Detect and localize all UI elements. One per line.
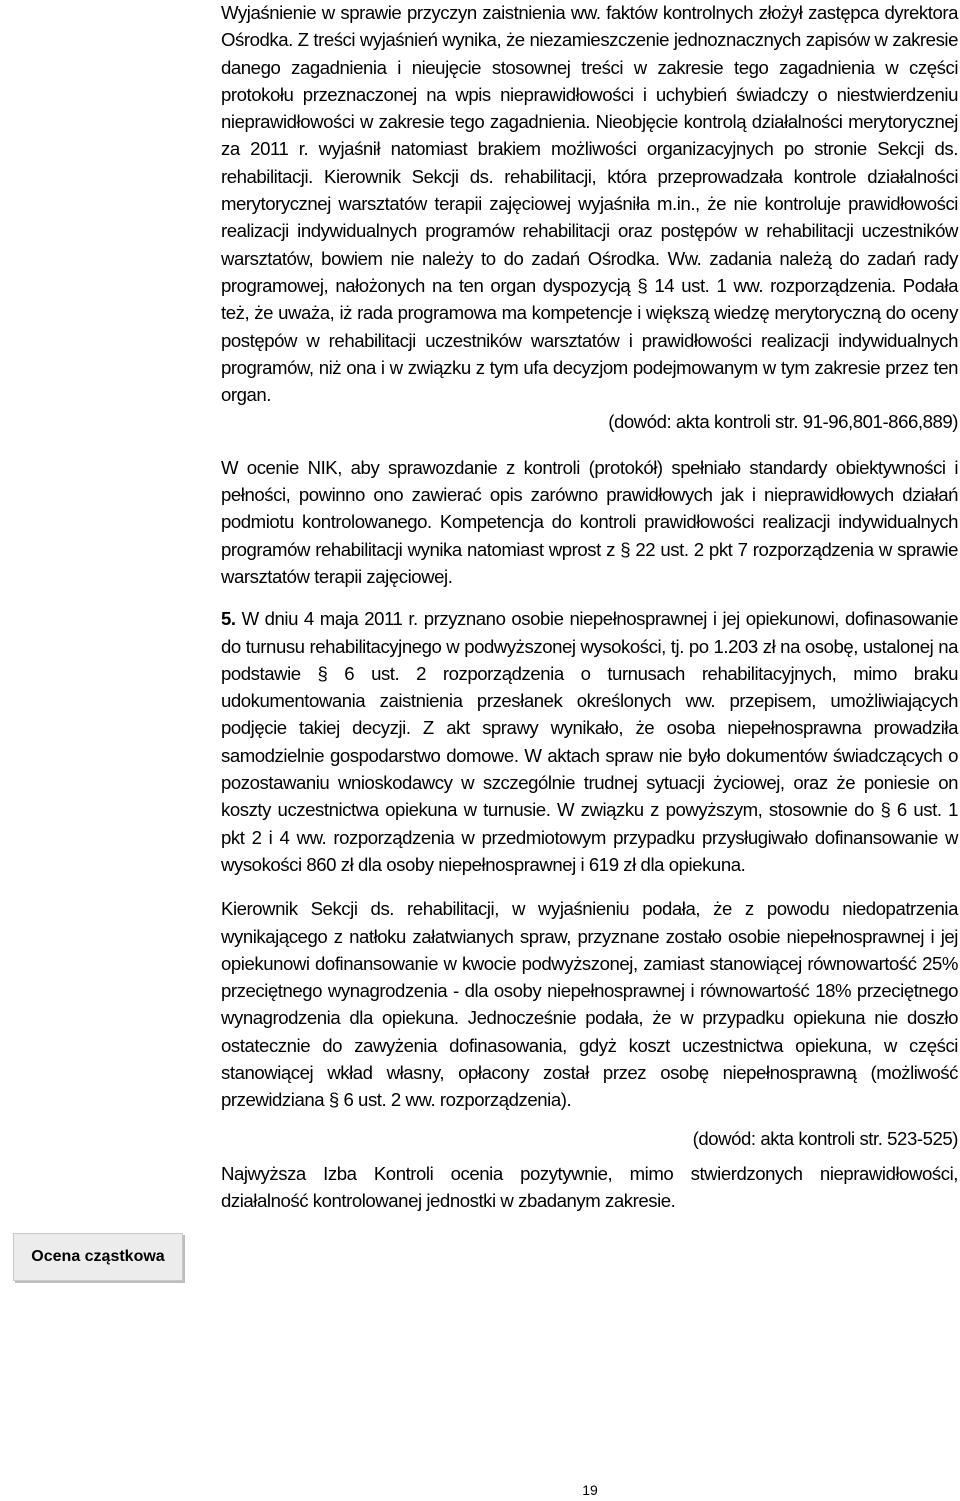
paragraph-conclusion: Najwyższa Izba Kontroli ocenia pozytywnie, mimo stwierdzonych nieprawidłowości, działalność kontrolowanej jednostki w zbadanym zakresie.	[221, 1162, 958, 1212]
page-number: 19	[582, 1482, 598, 1498]
paragraph-section-head-explanation: Kierownik Sekcji ds. rehabilitacji, w wyjaśnieniu podała, że z powodu niedopatrzenia wynikającego z natłoku załatwianych spraw, przyznane zostało osobie niepełnosprawnej i jej opiekunowi dofinansowanie w kwocie podwyższonej, zamiast stanowiącej równowartość 25% przeciętnego wynagrodzenia - dla osoby niepełnosprawnej i równowartość 18% przeciętnego wynagrodzenia dla opiekuna. Jednocześnie podała, że w przypadku opiekuna nie doszło ostatecznie do zawyżenia dofinasowania, gdyż koszt uczestnictwa opiekuna, w części stanowiącej wkład własny, opłacony został przez osobę niepełnosprawną (możliwość przewidziana § 6 ust. 2 ww. rozporządzenia).	[221, 898, 958, 1111]
point-5-text: W dniu 4 maja 2011 r. przyznano osobie niepełnosprawnej i jej opiekunowi, dofinasowanie do turnusu rehabilitacyjnego w podwyższonej wysokości, tj. po 1.203 zł na osobę, ustalonej na podstawie § 6 ust. 2 rozporządzenia o turnusach rehabilitacyjnych, mimo braku udokumentowania zaistnienia przesłanek określonych ww. przepisem, umożliwiających podjęcie takiej decyzji. Z akt sprawy wynikało, że osoba niepełnosprawna prowadziła samodzielnie gospodarstwo domowe. W aktach spraw nie było dokumentów świadczących o pozostawaniu wnioskodawcy w szczególnie trudnej sytuacji życiowej, oraz że poniesie on koszty uczestnictwa opiekuna w turnusie. W związku z powyższym, stosownie do § 6 ust. 1 pkt 2 i 4 ww. rozporządzenia w przedmiotowym przypadku przysługiwało dofinansowanie w wysokości 860 zł dla osoby niepełnosprawnej i 619 zł dla opiekuna.	[221, 608, 958, 875]
point-number: 5.	[221, 608, 236, 630]
evidence-note-2: (dowód: akta kontroli str. 523-525)	[692, 1127, 958, 1149]
paragraph-nik-assessment: W ocenie NIK, aby sprawozdanie z kontroli (protokół) spełniało standardy obiektywności i pełności, powinno ono zawierać opis zarówno prawidłowych jak i nieprawidłowych działań podmiotu kontrolowanego. Kompetencja do kontroli prawidłowości realizacji indywidualnych programów rehabilitacji wynika natomiast wprost z § 22 ust. 2 pkt 7 rozporządzenia w sprawie warsztatów terapii zajęciowej.	[221, 456, 958, 587]
paragraph-explanation: Wyjaśnienie w sprawie przyczyn zaistnienia ww. faktów kontrolnych złożył zastępca dyrektora Ośrodka. Z treści wyjaśnień wynika, że niezamieszczenie jednoznacznych zapisów w zakresie danego zagadnienia i nieujęcie stosownej treści w zakresie tego zagadnienia w części protokołu przeznaczonej na wpis nieprawidłowości i uchybień świadczy o niestwierdzeniu nieprawidłowości w zakresie tego zagadnienia. Nieobjęcie kontrolą działalności merytorycznej za 2011 r. wyjaśnił natomiast brakiem możliwości organizacyjnych po stronie Sekcji ds. rehabilitacji. Kierownik Sekcji ds. rehabilitacji, która przeprowadzała kontrole działalności merytorycznej warsztatów terapii zajęciowej wyjaśniła m.in., że nie kontroluje prawidłowości realizacji indywidualnych programów rehabilitacji oraz postępów w rehabilitacji uczestników warsztatów, bowiem nie należy to do zadań Ośrodka. Ww. zadania należą do zadań rady programowej, nałożonych na ten organ dyspozycją § 14 ust. 1 ww. rozporządzenia. Podała też, że uważa, iż rada programowa ma kompetencje i większą wiedzę merytoryczną do oceny postępów w rehabilitacji uczestników warsztatów i prawidłowości realizacji indywidualnych programów, niż ona i w związku z tym ufa decyzjom podejmowanym w tym zakresie przez ten organ.	[221, 2, 958, 406]
partial-assessment-label: Ocena cząstkowa	[13, 1233, 183, 1281]
evidence-note-1: (dowód: akta kontroli str. 91-96,801-866,889)	[608, 411, 958, 433]
main-text-column	[221, 0, 958, 1214]
paragraph-point-5	[221, 605, 958, 878]
